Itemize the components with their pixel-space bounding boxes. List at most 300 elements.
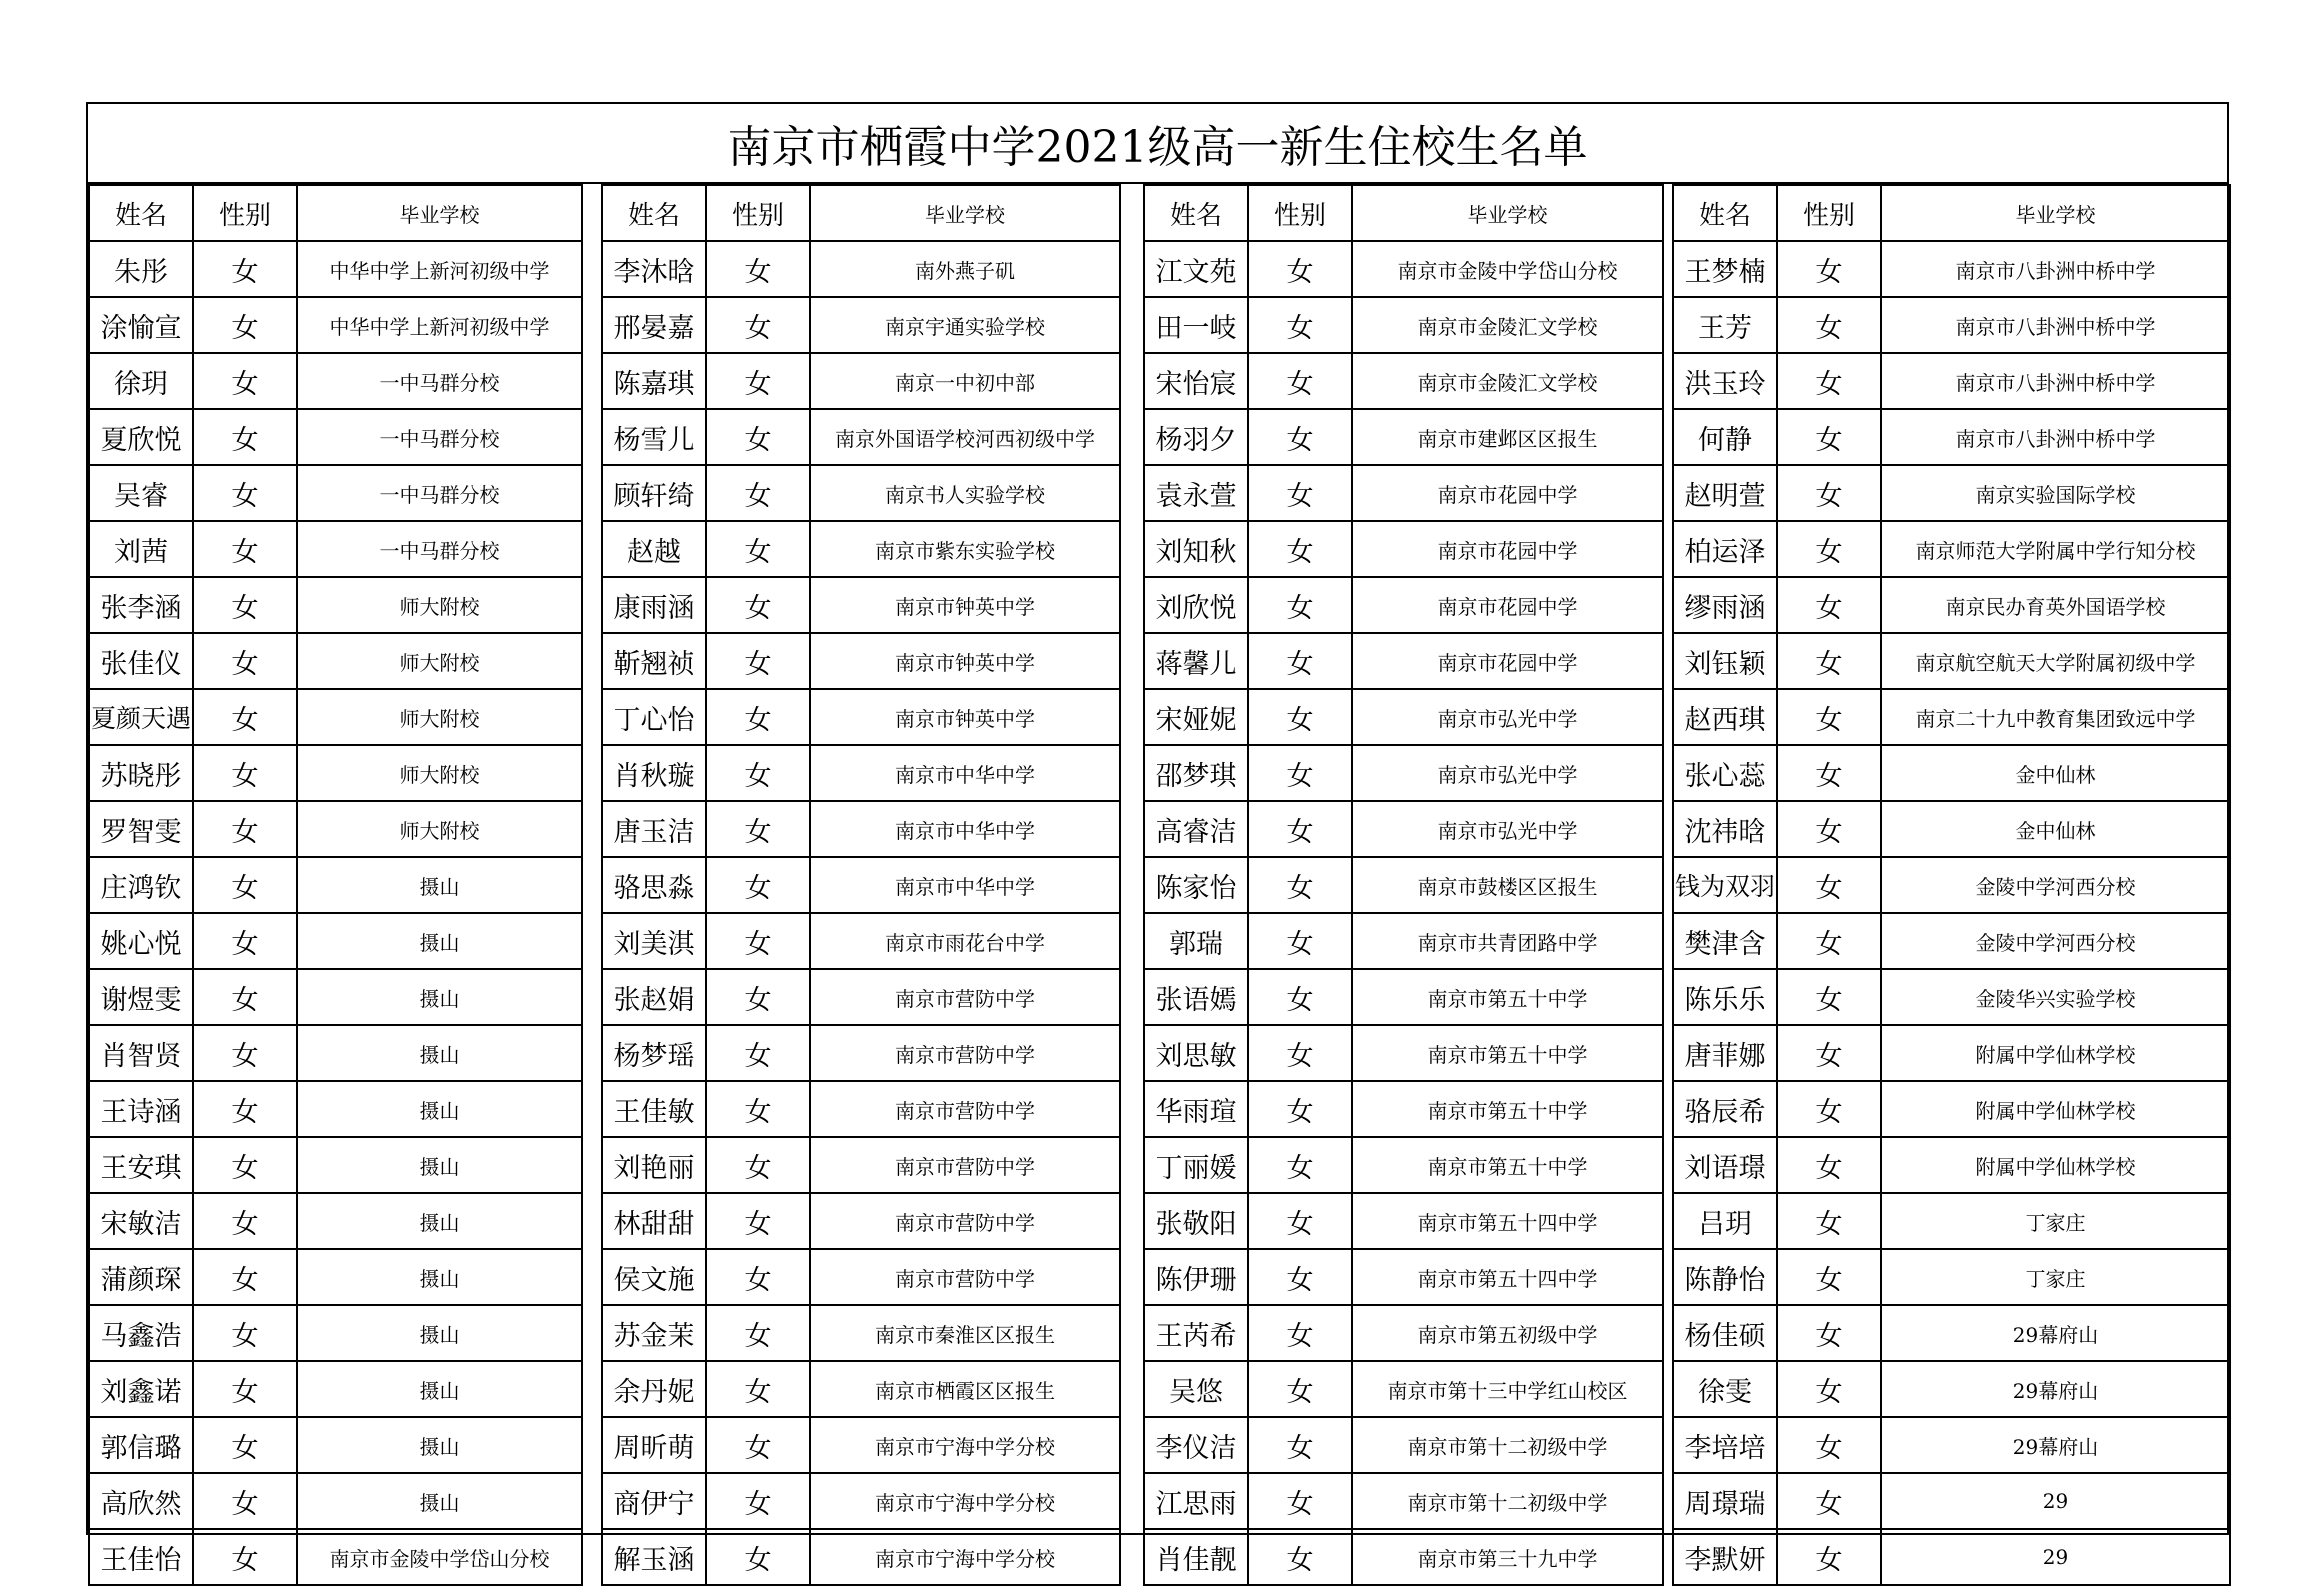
student-gender: 女 (1248, 857, 1352, 913)
student-gender: 女 (193, 1249, 297, 1305)
student-gender: 女 (706, 969, 810, 1025)
student-name: 朱彤 (89, 241, 193, 297)
name-column-header: 姓名 (602, 185, 706, 241)
student-name: 骆思淼 (602, 857, 706, 913)
student-gender: 女 (1777, 1025, 1881, 1081)
table-row (602, 801, 1120, 857)
table-row (1673, 1529, 2230, 1585)
table-row (1673, 1473, 2230, 1529)
graduated-school: 南京市第五十中学 (1352, 1137, 1663, 1193)
student-gender: 女 (193, 857, 297, 913)
graduated-school: 南京市花园中学 (1352, 521, 1663, 577)
student-gender: 女 (706, 241, 810, 297)
graduated-school: 摄山 (297, 1081, 582, 1137)
student-name: 杨佳硕 (1673, 1305, 1777, 1361)
student-name: 商伊宁 (602, 1473, 706, 1529)
student-gender: 女 (1777, 745, 1881, 801)
document-title: 南京市栖霞中学2021级高一新生住校生名单 (88, 104, 2227, 184)
student-gender: 女 (706, 1193, 810, 1249)
graduated-school: 南京市花园中学 (1352, 633, 1663, 689)
table-row (1673, 353, 2230, 409)
student-gender: 女 (1777, 969, 1881, 1025)
student-name: 刘鑫诺 (89, 1361, 193, 1417)
table-row (89, 241, 582, 297)
graduated-school: 南京市鼓楼区区报生 (1352, 857, 1663, 913)
table-row (602, 353, 1120, 409)
student-gender: 女 (193, 745, 297, 801)
student-name: 涂愉宣 (89, 297, 193, 353)
student-gender: 女 (1777, 1305, 1881, 1361)
student-name: 顾轩绮 (602, 465, 706, 521)
student-gender: 女 (193, 409, 297, 465)
graduated-school: 南京市第五十中学 (1352, 1025, 1663, 1081)
student-name: 徐雯 (1673, 1361, 1777, 1417)
table-row (1673, 1025, 2230, 1081)
table-row (602, 1193, 1120, 1249)
student-gender: 女 (706, 1025, 810, 1081)
student-name: 赵西琪 (1673, 689, 1777, 745)
name-column-header: 姓名 (1673, 185, 1777, 241)
student-name: 刘欣悦 (1144, 577, 1248, 633)
table-row (1144, 297, 1663, 353)
table-row (1673, 1081, 2230, 1137)
student-name: 赵明萱 (1673, 465, 1777, 521)
student-gender: 女 (1777, 241, 1881, 297)
graduated-school: 南京书人实验学校 (810, 465, 1120, 521)
graduated-school: 一中马群分校 (297, 409, 582, 465)
table-row (1144, 1193, 1663, 1249)
student-name: 李沐晗 (602, 241, 706, 297)
graduated-school: 南京市共青团路中学 (1352, 913, 1663, 969)
table-row (89, 913, 582, 969)
student-gender: 女 (706, 1473, 810, 1529)
student-name: 高睿洁 (1144, 801, 1248, 857)
student-name: 王佳敏 (602, 1081, 706, 1137)
table-row (89, 577, 582, 633)
graduated-school: 摄山 (297, 857, 582, 913)
table-row (1673, 1305, 2230, 1361)
graduated-school: 南京市八卦洲中桥中学 (1881, 241, 2230, 297)
graduated-school: 摄山 (297, 1473, 582, 1529)
student-gender: 女 (706, 1249, 810, 1305)
student-name: 王芮希 (1144, 1305, 1248, 1361)
table-row (1673, 1137, 2230, 1193)
student-gender: 女 (193, 1193, 297, 1249)
student-name: 何静 (1673, 409, 1777, 465)
student-name: 高欣然 (89, 1473, 193, 1529)
graduated-school: 南京市八卦洲中桥中学 (1881, 353, 2230, 409)
graduated-school: 中华中学上新河初级中学 (297, 241, 582, 297)
student-gender: 女 (1777, 409, 1881, 465)
student-gender: 女 (1248, 1193, 1352, 1249)
student-gender: 女 (1777, 1137, 1881, 1193)
table-row (1673, 633, 2230, 689)
student-gender: 女 (1248, 1025, 1352, 1081)
table-row (602, 1025, 1120, 1081)
student-name: 刘艳丽 (602, 1137, 706, 1193)
graduated-school: 南京市第十二初级中学 (1352, 1417, 1663, 1473)
school-column-header: 毕业学校 (1881, 185, 2230, 241)
student-gender: 女 (1777, 1361, 1881, 1417)
graduated-school: 南京二十九中教育集团致远中学 (1881, 689, 2230, 745)
table-row (89, 633, 582, 689)
student-gender: 女 (1777, 1249, 1881, 1305)
student-gender: 女 (706, 409, 810, 465)
graduated-school: 南京市八卦洲中桥中学 (1881, 297, 2230, 353)
graduated-school: 摄山 (297, 1361, 582, 1417)
student-gender: 女 (1248, 1305, 1352, 1361)
student-gender: 女 (193, 801, 297, 857)
student-name: 洪玉玲 (1673, 353, 1777, 409)
graduated-school: 南京市第三十九中学 (1352, 1529, 1663, 1585)
graduated-school: 29幕府山 (1881, 1361, 2230, 1417)
table-row (602, 745, 1120, 801)
student-name: 张敬阳 (1144, 1193, 1248, 1249)
graduated-school: 金中仙林 (1881, 745, 2230, 801)
graduated-school: 南京一中初中部 (810, 353, 1120, 409)
student-gender: 女 (706, 857, 810, 913)
student-name: 马鑫浩 (89, 1305, 193, 1361)
table-row (89, 1137, 582, 1193)
student-name: 樊津含 (1673, 913, 1777, 969)
student-name: 张李涵 (89, 577, 193, 633)
graduated-school: 金陵中学河西分校 (1881, 857, 2230, 913)
student-name: 邢晏嘉 (602, 297, 706, 353)
roster-table (88, 184, 583, 1586)
graduated-school: 南京市金陵中学岱山分校 (297, 1529, 582, 1585)
student-name: 周昕萌 (602, 1417, 706, 1473)
student-gender: 女 (706, 521, 810, 577)
graduated-school: 摄山 (297, 1249, 582, 1305)
graduated-school: 师大附校 (297, 577, 582, 633)
graduated-school: 南京市金陵汇文学校 (1352, 297, 1663, 353)
student-gender: 女 (706, 577, 810, 633)
graduated-school: 南京市弘光中学 (1352, 801, 1663, 857)
student-gender: 女 (706, 633, 810, 689)
gender-column-header: 性别 (1248, 185, 1352, 241)
student-name: 刘钰颖 (1673, 633, 1777, 689)
student-name: 李培培 (1673, 1417, 1777, 1473)
table-row (1673, 297, 2230, 353)
table-row (1673, 577, 2230, 633)
graduated-school: 29 (1881, 1529, 2230, 1585)
header-row (602, 185, 1120, 241)
student-gender: 女 (1248, 969, 1352, 1025)
student-name: 刘茜 (89, 521, 193, 577)
student-gender: 女 (1777, 689, 1881, 745)
table-row (602, 913, 1120, 969)
graduated-school: 南京市营防中学 (810, 1081, 1120, 1137)
graduated-school: 29幕府山 (1881, 1417, 2230, 1473)
student-name: 谢煜雯 (89, 969, 193, 1025)
table-row (602, 297, 1120, 353)
graduated-school: 南京市第五十中学 (1352, 1081, 1663, 1137)
student-name: 蒋馨儿 (1144, 633, 1248, 689)
table-row (89, 1361, 582, 1417)
graduated-school: 南京航空航天大学附属初级中学 (1881, 633, 2230, 689)
graduated-school: 南京市营防中学 (810, 1249, 1120, 1305)
table-row (1144, 465, 1663, 521)
table-row (602, 521, 1120, 577)
student-gender: 女 (193, 521, 297, 577)
student-name: 江思雨 (1144, 1473, 1248, 1529)
table-row (89, 1305, 582, 1361)
graduated-school: 南京市建邺区区报生 (1352, 409, 1663, 465)
table-row (1673, 1193, 2230, 1249)
student-gender: 女 (1248, 1137, 1352, 1193)
gender-column-header: 性别 (193, 185, 297, 241)
student-gender: 女 (1248, 577, 1352, 633)
table-row (602, 1529, 1120, 1585)
student-gender: 女 (1777, 1081, 1881, 1137)
table-row (602, 1137, 1120, 1193)
student-gender: 女 (193, 577, 297, 633)
table-row (1673, 1417, 2230, 1473)
graduated-school: 南京市宁海中学分校 (810, 1529, 1120, 1585)
table-row (1144, 1361, 1663, 1417)
graduated-school: 南京市弘光中学 (1352, 745, 1663, 801)
table-row (602, 1305, 1120, 1361)
graduated-school: 师大附校 (297, 689, 582, 745)
table-row (89, 1417, 582, 1473)
student-gender: 女 (706, 1361, 810, 1417)
table-row (89, 1529, 582, 1585)
graduated-school: 摄山 (297, 1025, 582, 1081)
graduated-school: 金陵中学河西分校 (1881, 913, 2230, 969)
gender-column-header: 性别 (1777, 185, 1881, 241)
student-gender: 女 (1777, 1529, 1881, 1585)
table-row (89, 465, 582, 521)
graduated-school: 南京民办育英外国语学校 (1881, 577, 2230, 633)
table-row (1673, 745, 2230, 801)
student-name: 罗智雯 (89, 801, 193, 857)
table-row (602, 689, 1120, 745)
student-name: 郭信璐 (89, 1417, 193, 1473)
student-name: 王安琪 (89, 1137, 193, 1193)
student-name: 靳翘祯 (602, 633, 706, 689)
graduated-school: 摄山 (297, 969, 582, 1025)
graduated-school: 摄山 (297, 913, 582, 969)
table-row (1144, 633, 1663, 689)
student-name: 蒲颜琛 (89, 1249, 193, 1305)
roster-sheet (86, 102, 2229, 1576)
graduated-school: 南京市钟英中学 (810, 577, 1120, 633)
graduated-school: 南京市中华中学 (810, 801, 1120, 857)
student-name: 陈嘉琪 (602, 353, 706, 409)
table-row (1673, 689, 2230, 745)
graduated-school: 南京师范大学附属中学行知分校 (1881, 521, 2230, 577)
student-name: 王诗涵 (89, 1081, 193, 1137)
table-row (602, 1417, 1120, 1473)
student-name: 杨羽夕 (1144, 409, 1248, 465)
graduated-school: 南京市栖霞区区报生 (810, 1361, 1120, 1417)
table-row (1144, 1305, 1663, 1361)
student-gender: 女 (1777, 465, 1881, 521)
student-name: 陈家怡 (1144, 857, 1248, 913)
table-row (1144, 409, 1663, 465)
student-name: 陈伊珊 (1144, 1249, 1248, 1305)
student-gender: 女 (706, 297, 810, 353)
student-gender: 女 (1248, 1417, 1352, 1473)
table-row (602, 577, 1120, 633)
student-name: 吴睿 (89, 465, 193, 521)
student-gender: 女 (193, 1417, 297, 1473)
table-row (89, 1081, 582, 1137)
student-name: 邵梦琪 (1144, 745, 1248, 801)
student-gender: 女 (193, 969, 297, 1025)
graduated-school: 附属中学仙林学校 (1881, 1025, 2230, 1081)
student-name: 华雨瑄 (1144, 1081, 1248, 1137)
student-gender: 女 (193, 465, 297, 521)
student-name: 钱为双羽 (1673, 857, 1777, 913)
table-row (602, 1081, 1120, 1137)
table-row (89, 689, 582, 745)
graduated-school: 南京市钟英中学 (810, 689, 1120, 745)
table-row (1144, 241, 1663, 297)
table-row (1673, 969, 2230, 1025)
student-name: 杨梦瑶 (602, 1025, 706, 1081)
table-row (602, 409, 1120, 465)
student-gender: 女 (193, 1137, 297, 1193)
table-row (602, 465, 1120, 521)
graduated-school: 师大附校 (297, 801, 582, 857)
graduated-school: 南京市宁海中学分校 (810, 1473, 1120, 1529)
graduated-school: 南京市金陵中学岱山分校 (1352, 241, 1663, 297)
graduated-school: 摄山 (297, 1193, 582, 1249)
roster-group-1 (88, 184, 581, 1576)
student-name: 刘美淇 (602, 913, 706, 969)
roster-table (1143, 184, 1664, 1586)
student-name: 肖智贤 (89, 1025, 193, 1081)
roster-table (1672, 184, 2231, 1586)
student-name: 张语嫣 (1144, 969, 1248, 1025)
table-row (89, 857, 582, 913)
table-row (1673, 913, 2230, 969)
table-row (1144, 689, 1663, 745)
gender-column-header: 性别 (706, 185, 810, 241)
student-name: 宋怡宸 (1144, 353, 1248, 409)
roster-group-4 (1672, 184, 2229, 1576)
student-name: 侯文施 (602, 1249, 706, 1305)
table-row (1144, 577, 1663, 633)
student-name: 刘语璟 (1673, 1137, 1777, 1193)
student-gender: 女 (1777, 913, 1881, 969)
graduated-school: 南京市第五十中学 (1352, 969, 1663, 1025)
student-gender: 女 (193, 913, 297, 969)
graduated-school: 南京市营防中学 (810, 1025, 1120, 1081)
student-name: 刘知秋 (1144, 521, 1248, 577)
graduated-school: 南京市紫东实验学校 (810, 521, 1120, 577)
student-gender: 女 (193, 1305, 297, 1361)
student-gender: 女 (1248, 1473, 1352, 1529)
student-gender: 女 (1248, 1081, 1352, 1137)
student-name: 庄鸿钦 (89, 857, 193, 913)
student-gender: 女 (193, 241, 297, 297)
graduated-school: 金中仙林 (1881, 801, 2230, 857)
student-name: 骆辰希 (1673, 1081, 1777, 1137)
student-gender: 女 (1248, 689, 1352, 745)
graduated-school: 南京市弘光中学 (1352, 689, 1663, 745)
student-name: 张心蕊 (1673, 745, 1777, 801)
graduated-school: 南京市花园中学 (1352, 577, 1663, 633)
table-row (1144, 1529, 1663, 1585)
header-row (1673, 185, 2230, 241)
table-row (602, 1473, 1120, 1529)
graduated-school: 一中马群分校 (297, 465, 582, 521)
table-row (1144, 353, 1663, 409)
table-row (602, 633, 1120, 689)
graduated-school: 南京市第十二初级中学 (1352, 1473, 1663, 1529)
table-row (1673, 1249, 2230, 1305)
student-gender: 女 (193, 689, 297, 745)
graduated-school: 摄山 (297, 1417, 582, 1473)
student-name: 赵越 (602, 521, 706, 577)
student-gender: 女 (1777, 1473, 1881, 1529)
graduated-school: 南京市花园中学 (1352, 465, 1663, 521)
graduated-school: 南京宇通实验学校 (810, 297, 1120, 353)
student-name: 林甜甜 (602, 1193, 706, 1249)
student-name: 缪雨涵 (1673, 577, 1777, 633)
table-row (1673, 521, 2230, 577)
student-name: 江文苑 (1144, 241, 1248, 297)
graduated-school: 南京市营防中学 (810, 969, 1120, 1025)
table-row (89, 801, 582, 857)
student-gender: 女 (706, 1081, 810, 1137)
table-row (1144, 857, 1663, 913)
student-name: 徐玥 (89, 353, 193, 409)
student-name: 张赵娟 (602, 969, 706, 1025)
graduated-school: 南京市钟英中学 (810, 633, 1120, 689)
student-name: 夏欣悦 (89, 409, 193, 465)
table-row (89, 745, 582, 801)
student-gender: 女 (1777, 801, 1881, 857)
table-row (602, 1249, 1120, 1305)
student-gender: 女 (1777, 1193, 1881, 1249)
student-gender: 女 (1248, 633, 1352, 689)
graduated-school: 南京市第五初级中学 (1352, 1305, 1663, 1361)
student-name: 李仪洁 (1144, 1417, 1248, 1473)
graduated-school: 丁家庄 (1881, 1193, 2230, 1249)
table-row (1673, 1361, 2230, 1417)
table-row (1673, 241, 2230, 297)
student-gender: 女 (1777, 577, 1881, 633)
graduated-school: 摄山 (297, 1305, 582, 1361)
student-gender: 女 (1248, 297, 1352, 353)
student-name: 丁丽媛 (1144, 1137, 1248, 1193)
name-column-header: 姓名 (1144, 185, 1248, 241)
table-row (1144, 1249, 1663, 1305)
student-name: 陈乐乐 (1673, 969, 1777, 1025)
table-row (1144, 913, 1663, 969)
table-row (1673, 857, 2230, 913)
table-row (1144, 1081, 1663, 1137)
student-gender: 女 (1248, 353, 1352, 409)
graduated-school: 29 (1881, 1473, 2230, 1529)
student-name: 张佳仪 (89, 633, 193, 689)
graduated-school: 南京市八卦洲中桥中学 (1881, 409, 2230, 465)
student-gender: 女 (1248, 241, 1352, 297)
student-gender: 女 (706, 353, 810, 409)
table-row (602, 969, 1120, 1025)
graduated-school: 金陵华兴实验学校 (1881, 969, 2230, 1025)
student-name: 王芳 (1673, 297, 1777, 353)
graduated-school: 南京市秦淮区区报生 (810, 1305, 1120, 1361)
student-name: 苏晓彤 (89, 745, 193, 801)
name-column-header: 姓名 (89, 185, 193, 241)
student-gender: 女 (706, 1529, 810, 1585)
graduated-school: 南京市营防中学 (810, 1137, 1120, 1193)
student-gender: 女 (193, 633, 297, 689)
